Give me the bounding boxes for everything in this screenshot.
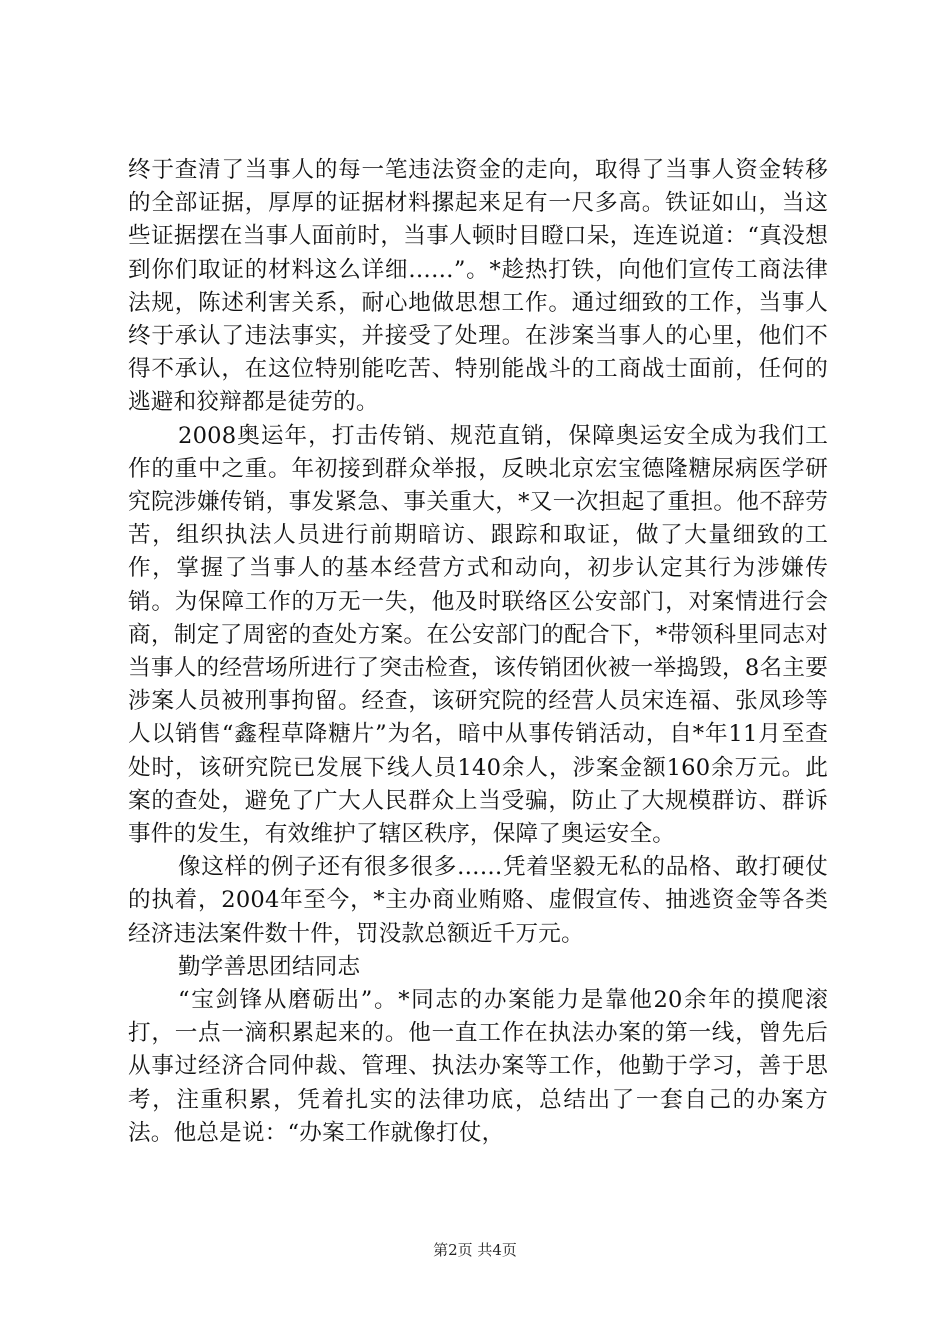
paragraph-4: “宝剑锋从磨砺出”。*同志的办案能力是靠他20余年的摸爬滚打，一点一滴积累起来的。他一直工作在执法办案的第一线，曾先后从事过经济合同仲裁、管理、执法办案等工作，他勤于学习，善于思考，注重积累，凭着扎实的法律功底，总结出了一套自己的办案方法。他总是说：“办案工作就像打仗， — [128, 987, 828, 1146]
page-footer: 第2页 共4页 — [433, 1241, 517, 1259]
document-body — [128, 154, 828, 1150]
paragraph-3: 像这样的例子还有很多很多……凭着坚毅无私的品格、敢打硬仗的执着，2004年至今，*主办商业贿赂、虚假宣传、抽逃资金等各类经济违法案件数十件，罚没款总额近千万元。 — [128, 854, 828, 947]
paragraph-1: 终于查清了当事人的每一笔违法资金的走向，取得了当事人资金转移的全部证据，厚厚的证据材料摞起来足有一尺多高。铁证如山，当这些证据摆在当事人面前时，当事人顿时目瞪口呆，连连说道：“真没想到你们取证的材料这么详细……”。*趁热打铁，向他们宣传工商法律法规，陈述利害关系，耐心地做思想工作。通过细致的工作，当事人终于承认了违法事实，并接受了处理。在涉案当事人的心里，他们不得不承认，在这位特别能吃苦、特别能战斗的工商战士面前，任何的逃避和狡辩都是徒劳的。 — [128, 157, 828, 416]
section-heading: 勤学善思团结同志 — [178, 953, 361, 980]
paragraph-2: 2008奥运年，打击传销、规范直销，保障奥运安全成为我们工作的重中之重。年初接到群众举报，反映北京宏宝德隆糖尿病医学研究院涉嫌传销，事发紧急、事关重大，*又一次担起了重担。他不辞劳苦，组织执法人员进行前期暗访、跟踪和取证，做了大量细致的工作，掌握了当事人的基本经营方式和动向，初步认定其行为涉嫌传销。为保障工作的万无一失，他及时联络区公安部门，对案情进行会商，制定了周密的查处方案。在公安部门的配合下，*带领科里同志对当事人的经营场所进行了突击检查，该传销团伙被一举捣毁，8名主要涉案人员被刑事拘留。经查，该研究院的经营人员宋连福、张凤珍等人以销售“鑫程草降糖片”为名，暗中从事传销活动，自*年11月至查处时，该研究院已发展下线人员140余人，涉案金额160余万元。此案的查处，避免了广大人民群众上当受骗，防止了大规模群访、群诉事件的发生，有效维护了辖区秩序，保障了奥运安全。 — [128, 422, 828, 848]
